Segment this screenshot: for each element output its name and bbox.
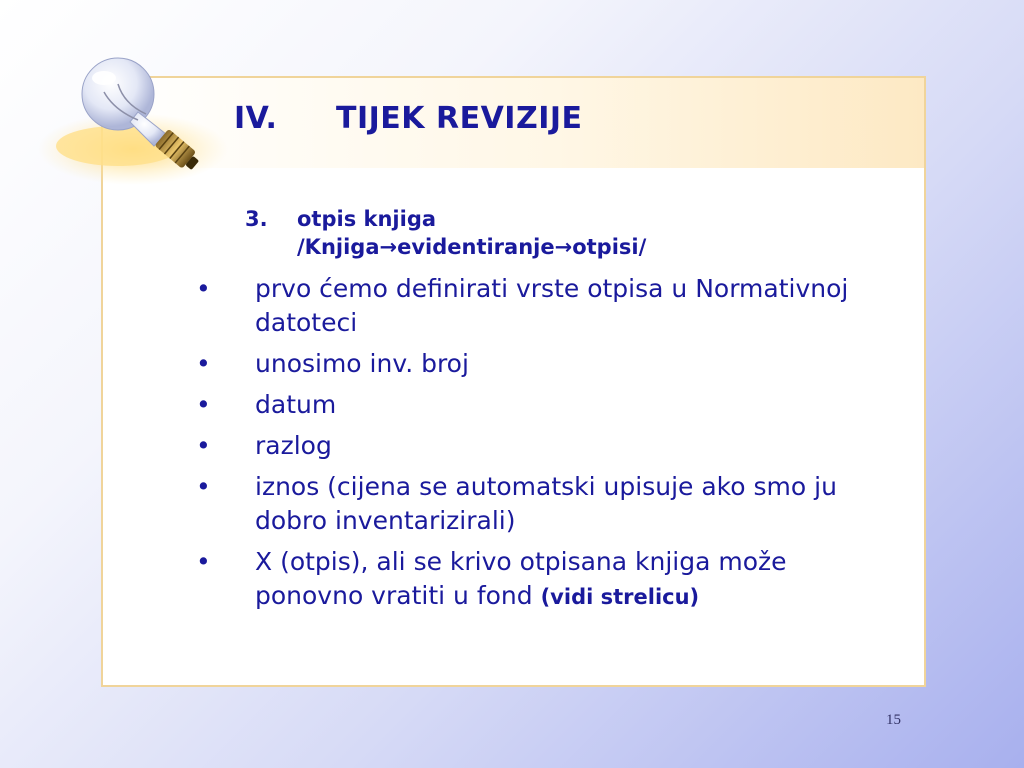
- list-item-emphasis: (vidi strelicu): [540, 585, 700, 609]
- bullet-icon: •: [196, 274, 211, 303]
- list-item-text: datum: [255, 390, 337, 419]
- list-item-text: razlog: [255, 431, 332, 460]
- list-item: [190, 470, 890, 538]
- list-item-text: iznos (cijena se automatski upisuje ako smo ju dobro inventarizirali): [255, 472, 837, 535]
- bullet-list: [190, 272, 890, 621]
- list-item: [190, 388, 890, 422]
- list-item: [190, 545, 890, 614]
- list-item-text: prvo ćemo definirati vrste otpisa u Normativnoj datoteci: [255, 274, 849, 337]
- bullet-icon: •: [196, 547, 211, 576]
- list-item-text: X (otpis), ali se krivo otpisana knjiga može ponovno vratiti u fond: [255, 547, 787, 610]
- bullet-icon: •: [196, 349, 211, 378]
- subheading-number: 3.: [245, 207, 268, 231]
- page-number: 15: [886, 712, 901, 728]
- light-bulb-icon: [38, 54, 228, 189]
- list-item: [190, 272, 890, 340]
- list-item: [190, 429, 890, 463]
- list-item-text: unosimo inv. broj: [255, 349, 469, 378]
- subheading: [245, 205, 646, 261]
- title-number: IV.: [234, 101, 278, 136]
- bullet-icon: •: [196, 431, 211, 460]
- slide-title: [234, 101, 583, 136]
- bullet-icon: •: [196, 472, 211, 501]
- list-item: [190, 347, 890, 381]
- title-text: TIJEK REVIZIJE: [336, 101, 583, 136]
- subheading-line2: /Knjiga→evidentiranje→otpisi/: [297, 235, 647, 259]
- subheading-line1: otpis knjiga: [297, 207, 437, 231]
- bullet-icon: •: [196, 390, 211, 419]
